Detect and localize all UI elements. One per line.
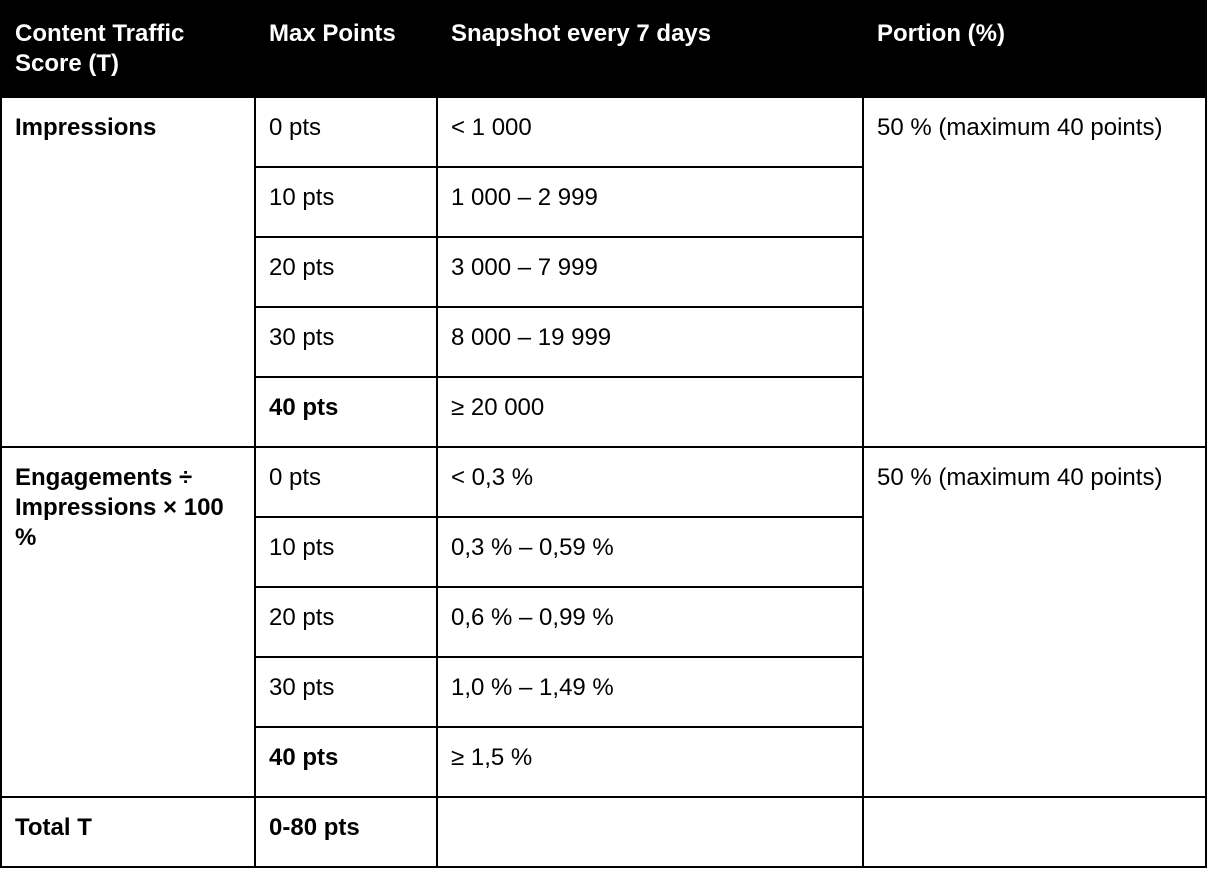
header-portion: Portion (%) — [863, 1, 1206, 97]
total-label: Total T — [1, 797, 255, 867]
header-snapshot: Snapshot every 7 days — [437, 1, 863, 97]
range-cell: 1 000 – 2 999 — [437, 167, 863, 237]
total-points: 0-80 pts — [255, 797, 437, 867]
range-cell: 0,3 % – 0,59 % — [437, 517, 863, 587]
table-header — [1, 1, 1206, 97]
points-cell: 10 pts — [255, 167, 437, 237]
impressions-portion: 50 % (maximum 40 points) — [863, 97, 1206, 447]
points-cell: 10 pts — [255, 517, 437, 587]
points-cell: 30 pts — [255, 657, 437, 727]
engagement-rate-portion: 50 % (maximum 40 points) — [863, 447, 1206, 797]
points-cell-max: 40 pts — [255, 727, 437, 797]
table-row — [1, 447, 1206, 517]
range-cell: ≥ 20 000 — [437, 377, 863, 447]
points-cell: 20 pts — [255, 237, 437, 307]
range-cell: 3 000 – 7 999 — [437, 237, 863, 307]
total-row — [1, 797, 1206, 867]
engagement-rate-label: Engagements ÷ Impressions × 100 % — [1, 447, 255, 797]
points-cell: 20 pts — [255, 587, 437, 657]
header-row — [1, 1, 1206, 97]
points-cell: 0 pts — [255, 97, 437, 167]
range-cell: 8 000 – 19 999 — [437, 307, 863, 377]
range-cell: < 0,3 % — [437, 447, 863, 517]
range-cell: 0,6 % – 0,99 % — [437, 587, 863, 657]
header-category: Content Traffic Score (T) — [1, 1, 255, 97]
points-cell: 0 pts — [255, 447, 437, 517]
points-cell: 30 pts — [255, 307, 437, 377]
table-row — [1, 97, 1206, 167]
header-max-points: Max Points — [255, 1, 437, 97]
range-cell: < 1 000 — [437, 97, 863, 167]
total-empty-cell — [437, 797, 863, 867]
range-cell: 1,0 % – 1,49 % — [437, 657, 863, 727]
total-empty-cell — [863, 797, 1206, 867]
range-cell: ≥ 1,5 % — [437, 727, 863, 797]
points-cell-max: 40 pts — [255, 377, 437, 447]
impressions-label: Impressions — [1, 97, 255, 447]
